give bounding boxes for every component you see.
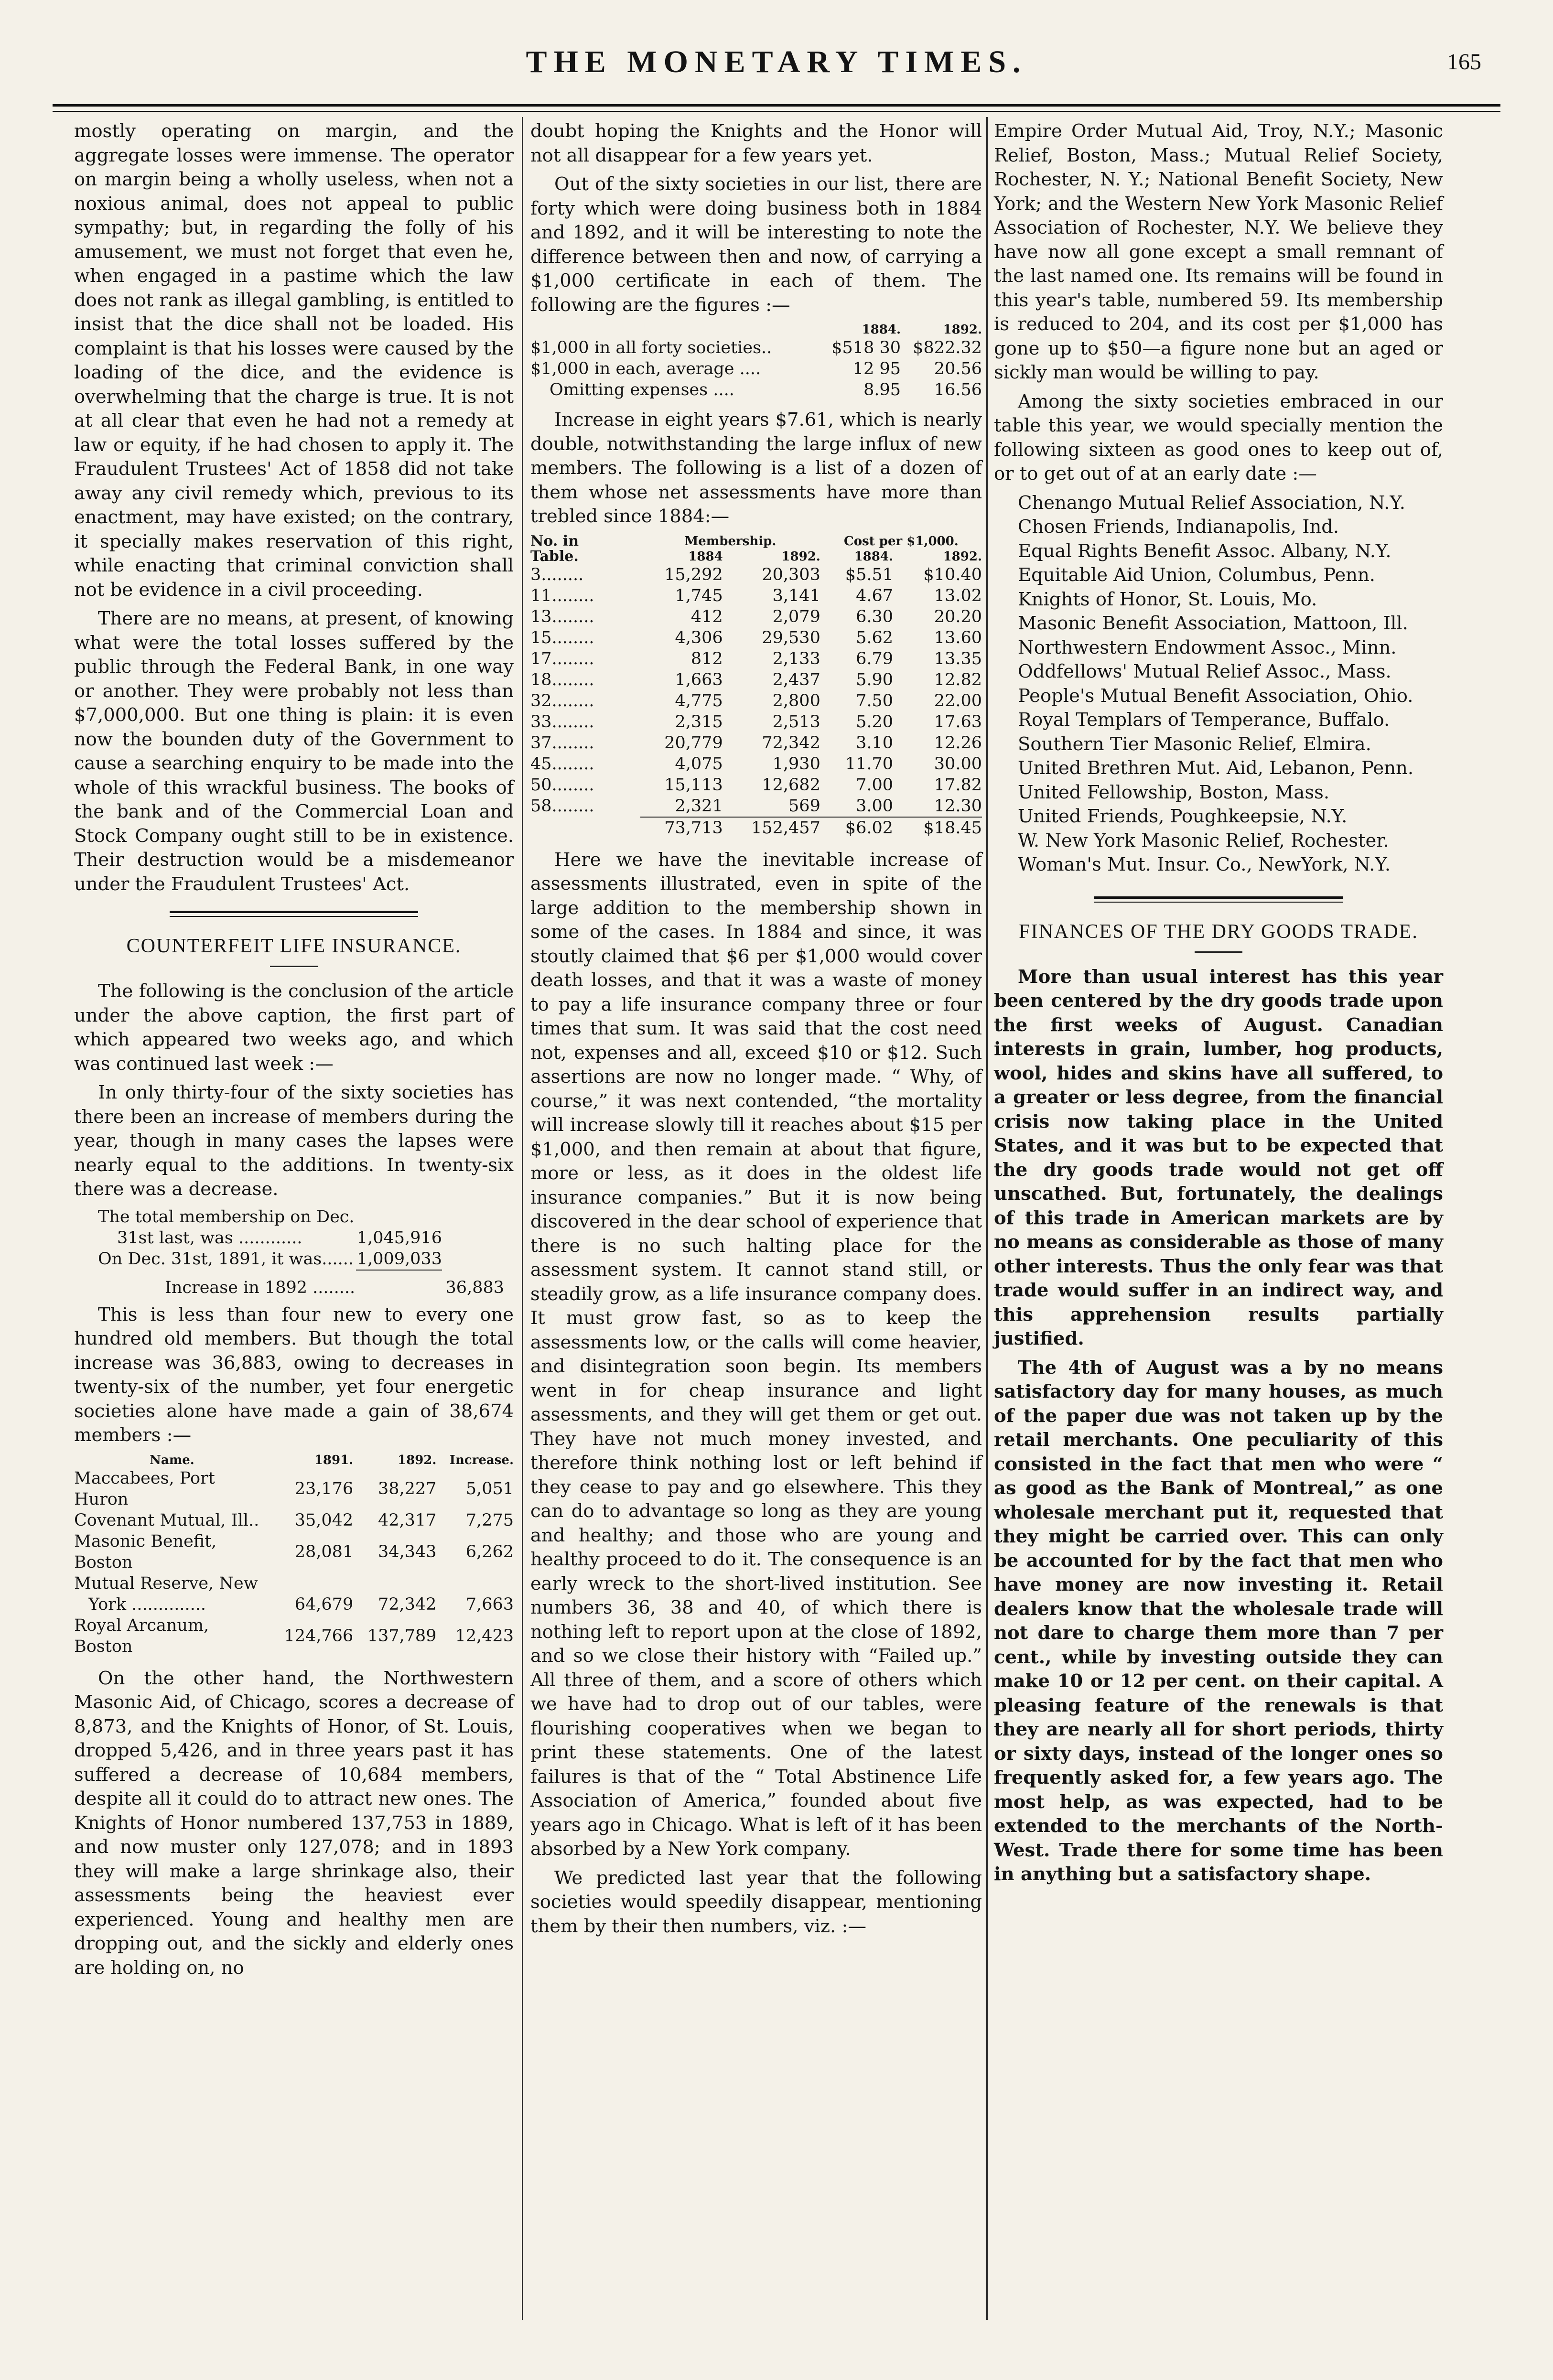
- table-cell: 64,679: [294, 1594, 354, 1614]
- table-row: [74, 1510, 514, 1531]
- list-item: Northwestern Endowment Assoc., Minn.: [1018, 636, 1397, 658]
- table-header-row: [530, 322, 982, 337]
- table-header: Name.: [150, 1453, 194, 1467]
- column-divider: [522, 117, 523, 2320]
- list-item: W. New York Masonic Relief, Rochester.: [1018, 829, 1389, 851]
- table-cell: 3.00: [856, 796, 893, 816]
- table-cell: $1,000 in all forty societies..: [530, 338, 772, 357]
- masthead-rule-thin: [53, 111, 1500, 112]
- table-cell: 20,303: [762, 565, 820, 584]
- table-cell: Royal Arcanum, Boston: [74, 1615, 209, 1656]
- table-row: [530, 627, 982, 648]
- membership-cost-table: [530, 534, 982, 839]
- paragraph: The 4th of August was a by no means satisfactory day for many houses, as much of the paper due was not taken up by the retail merchants. One peculiarity of this consisted in the fact that men who were “ as good as the Bank of Montreal,” as one wholesale merchant put it, requested that they might be carried over. This can only be accounted for by the fact that men who have money are now investing it. Retail dealers know that the wholesale trade will not dare to charge them more than 7 per cent., while by investing outside they can make 10 or 12 per cent. on their capital. A pleasing feature of the renewals is that they are nearly all for short periods, thirty or sixty days, instead of the longer ones so frequently asked for, a few years ago. The most help, as was expected, had to be extended to the merchants of the North-West. Trade there for some time has been in anything but a satisfactory shape.: [994, 1357, 1443, 1885]
- table-cell: 12.30: [934, 796, 982, 816]
- table-row: [530, 711, 982, 732]
- table-cell: 11........: [530, 586, 594, 605]
- table-cell: 8.95: [863, 380, 901, 399]
- table-cell: 45........: [530, 754, 594, 774]
- table-header: 1884.: [854, 549, 893, 564]
- table-cell: 12,682: [762, 775, 820, 795]
- table-cell: $6.02: [820, 817, 893, 839]
- table-cell: 13.02: [934, 586, 982, 605]
- table-header: No. in: [530, 532, 579, 549]
- table-header: Table.: [530, 548, 579, 565]
- membership-cost-rows: [530, 564, 982, 817]
- paragraph: doubt hoping the Knights and the Honor will not all disappear for a few years yet.: [530, 120, 982, 166]
- paragraph: Increase in eight years $7.61, which is nearly double, notwithstanding the large influx of new members. The following is a list of a dozen of them whose net assessments have more than trebled since 1884:—: [530, 409, 982, 527]
- table-cell: [353, 1573, 436, 1594]
- cost-comparison-table: [530, 322, 982, 400]
- paragraph: This is less than four new to every one hundred old members. But though the total increase was 36,883, owing to decreases in twenty-six of the number, yet four energetic societies alone have made a gain of 38,674 members :—: [74, 1303, 514, 1446]
- table-header-row: [530, 534, 982, 549]
- paragraph: Empire Order Mutual Aid, Troy, N.Y.; Masonic Relief, Boston, Mass.; Mutual Relief Society, Rochester, N. Y.; National Benefit Society, New York; and the Western New York Masonic Relief Association of Rochester, N.Y. We believe they have now all gone except a small remnant of the last named one. Its remains will be found in this year's table, numbered 59. Its membership is reduced to 204, and its cost per $1,000 has gone up to $50—a figure none but an aged or sickly man would be willing to pay.: [994, 120, 1443, 383]
- table-cell: $822.32: [913, 338, 982, 357]
- table-cell: 37........: [530, 733, 594, 753]
- table-header: 1891.: [314, 1453, 354, 1467]
- table-total-row: [530, 817, 982, 839]
- table-cell: 58........: [530, 797, 594, 816]
- list-item: United Fellowship, Boston, Mass.: [1018, 781, 1330, 803]
- table-row: [530, 775, 982, 796]
- table-row: [530, 337, 982, 358]
- table-cell: 7,663: [465, 1594, 514, 1614]
- table-cell: 4,306: [675, 628, 723, 647]
- list-item: Knights of Honor, St. Louis, Mo.: [1018, 588, 1317, 610]
- table-cell: 50........: [530, 775, 594, 795]
- table-cell: 20,779: [664, 733, 723, 753]
- table-cell: 2,315: [675, 712, 723, 732]
- increase-table: [136, 1277, 504, 1298]
- table-cell: 12 95: [852, 359, 901, 378]
- heading-rule: [270, 966, 318, 967]
- table-cell: 11.70: [845, 754, 893, 774]
- table-cell: 17........: [530, 649, 594, 668]
- paragraph: There are no means, at present, of knowing what were the total losses suffered by the public through the Federal Bank, in one way or another. They were probably not less than $7,000,000. But one thing is plain: it is even now the bounden duty of the Government to cause a searching enquiry to be made into the whole of this wrackful business. The books of the bank and of the Commercial Loan and Stock Company ought still to be in existence. Their destruction would be a misdemeanor under the Fraudulent Trustees' Act.: [74, 608, 514, 895]
- table-cell: Maccabees, Port Huron: [74, 1468, 215, 1509]
- table-cell: 13.60: [934, 628, 982, 647]
- table-cell: 35,042: [294, 1510, 354, 1530]
- table-cell: 4,775: [675, 691, 723, 711]
- table-cell: 33........: [530, 712, 594, 732]
- table-row: [74, 1573, 514, 1594]
- table-header: 1884: [688, 549, 723, 564]
- list-item: United Brethren Mut. Aid, Lebanon, Penn.: [1018, 757, 1414, 779]
- table-cell: Omitting expenses ....: [550, 380, 734, 399]
- table-row: [530, 754, 982, 775]
- table-cell: 32........: [530, 691, 594, 711]
- table-row: [74, 1615, 514, 1657]
- table-cell: 7.00: [856, 775, 893, 795]
- table-cell: 5,051: [465, 1479, 514, 1498]
- table-cell: 412: [690, 607, 723, 626]
- table-cell: 34,343: [377, 1542, 437, 1562]
- masthead-rule: [53, 104, 1500, 107]
- table-header-row: [530, 549, 982, 564]
- table-cell: 73,713: [640, 817, 723, 839]
- table-cell: 12,423: [455, 1626, 514, 1646]
- table-cell: 1,930: [772, 754, 820, 774]
- section-rule-thin: [1094, 902, 1343, 903]
- membership-gain-table: [74, 1453, 514, 1657]
- paragraph: In only thirty-four of the sixty societies has there been an increase of members during the year, though in many cases the lapses were nearly equal to the additions. In twenty-six there was a decrease.: [74, 1082, 514, 1200]
- label: 31st last, was ............: [117, 1228, 302, 1248]
- table-cell: 2,133: [772, 649, 820, 668]
- list-item: Oddfellows' Mutual Relief Assoc., Mass.: [1018, 661, 1391, 682]
- article-heading: FINANCES OF THE DRY GOODS TRADE.: [1019, 920, 1418, 943]
- table-cell: $518 30: [831, 338, 901, 357]
- table-header: Increase.: [449, 1453, 514, 1467]
- table-cell: 28,081: [294, 1542, 354, 1562]
- table-cell: 15,113: [664, 775, 723, 795]
- table-cell: 12.26: [934, 733, 982, 753]
- societies-list: [994, 491, 1443, 877]
- list-item: United Friends, Poughkeepsie, N.Y.: [1018, 806, 1348, 827]
- table-row: [530, 732, 982, 754]
- table-cell: 569: [788, 796, 820, 816]
- table-row: [530, 690, 982, 711]
- list-item: Southern Tier Masonic Relief, Elmira.: [1018, 733, 1371, 755]
- section-rule: [1094, 896, 1343, 899]
- table-cell: 1,663: [675, 670, 723, 689]
- table-cell: 4.67: [856, 586, 893, 605]
- table-cell: 15........: [530, 628, 594, 647]
- heading-rule: [1195, 951, 1242, 953]
- section-rule: [170, 911, 418, 913]
- paragraph: Among the sixty societies embraced in our table this year, we would specially mention the following sixteen as good ones to keep out of, or to get out of at an early date :—: [994, 390, 1443, 485]
- paragraph: On the other hand, the Northwestern Masonic Aid, of Chicago, scores a decrease of 8,873, and the Knights of Honor, of St. Louis, dropped 5,426, and in three years past it has suffered a decrease of 10,684 members, despite all it could do to attract new ones. The Knights of Honor numbered 137,753 in 1889, and now muster only 127,078; and in 1893 they will make a large shrinkage also, their assessments being the heaviest ever experienced. Young and healthy men are dropping out, and the sickly and elderly ones are holding on, no: [74, 1667, 514, 1979]
- table-cell: 2,513: [772, 712, 820, 732]
- table-cell: 18........: [530, 670, 594, 689]
- table-cell: 3,141: [772, 586, 820, 605]
- list-item: Equal Rights Benefit Assoc. Albany, N.Y.: [1018, 540, 1391, 562]
- article-heading: COUNTERFEIT LIFE INSURANCE.: [126, 935, 462, 957]
- table-cell: 17.63: [934, 712, 982, 732]
- table-cell: 5.20: [856, 712, 893, 732]
- table-cell: 72,342: [377, 1594, 437, 1614]
- table-cell: 2,079: [772, 607, 820, 626]
- column-3: [994, 119, 1443, 1892]
- total-membership-table: [98, 1228, 442, 1271]
- column-2: [530, 119, 982, 1943]
- list-item: Chosen Friends, Indianapolis, Ind.: [1018, 516, 1339, 538]
- table-cell: $1,000 in each, average ....: [530, 359, 761, 378]
- paragraph: mostly operating on margin, and the aggregate losses were immense. The operator on margin being a wholly useless, when not a noxious animal, does not appeal to public sympathy; but, in regarding the folly of his amusement, we must not forget that even he, when engaged in a pastime which the law does not rank as illegal gambling, is entitled to insist that the dice shall not be loaded. His complaint is that his losses were caused by the loading of the dice, and the evidence is overwhelming that the charge is true. It is not at all clear that even he had not a remedy at law or equity, if he had chosen to apply it. The Fraudulent Trustees' Act of 1858 did not take away any civil remedy which, previous to its enactment, may have existed; on the contrary, it specially makes reservation of this right, while enacting that criminal conviction shall not be evidence in a civil proceeding.: [74, 120, 514, 601]
- table-cell: 137,789: [367, 1626, 437, 1646]
- paragraph: More than usual interest has this year been centered by the dry goods trade upon the first weeks of August. Canadian interests in grain, lumber, hog products, wool, hides and skins have all suffered, to a greater or less degree, from the financial crisis now taking place in the United States, and it was but to be expected that the dry goods trade would not get off unscathed. But, fortunately, the dealings of this trade in American markets are by no means as considerable as those of many other interests. Thus the only fear was that trade would suffer in an indirect way, and this apprehension results partially justified.: [994, 966, 1443, 1349]
- table-cell: [530, 817, 640, 839]
- table-cell: 2,437: [772, 670, 820, 689]
- column-1: [74, 119, 514, 1985]
- list-item: Royal Templars of Temperance, Buffalo.: [1018, 709, 1390, 731]
- value: 1,045,916: [356, 1228, 442, 1248]
- table-cell: 3........: [530, 565, 584, 584]
- table-cell: York ..............: [88, 1594, 206, 1614]
- table-header: 1892.: [781, 549, 820, 564]
- table-cell: 4,075: [675, 754, 723, 774]
- table-row: [74, 1468, 514, 1510]
- table-row: [530, 564, 982, 585]
- table-cell: [270, 1573, 353, 1594]
- table-cell: 23,176: [294, 1479, 354, 1498]
- table-row: [530, 669, 982, 690]
- label: On Dec. 31st, 1891, it was......: [98, 1249, 354, 1269]
- table-cell: 38,227: [377, 1479, 437, 1498]
- table-cell: $5.51: [845, 565, 893, 584]
- table-cell: 124,766: [284, 1626, 354, 1646]
- table-header-row: [74, 1453, 514, 1468]
- paragraph: Here we have the inevitable increase of assessments illustrated, even in spite of the large addition to the membership shown in some of the cases. In 1884 and since, it was stoutly claimed that $6 per $1,000 would cover death losses, and that it was a waste of money to pay a life insurance company three or four times that sum. It was said that the cost need not, expenses and all, exceed $10 or $12. Such assertions are now no longer made. “ Why, of course,” it was next contended, “the mortality will increase slowly till it reaches about $15 per $1,000, and then remain at about that figure, more or less, as it does in the oldest life insurance companies.” But it is now being discovered in the dear school of experience that there is no such halting place for the assessment system. It cannot stand still, or steadily grow, as a life insurance company does. It must grow fast, so as to keep the assessments low, or the calls will come heavier, and disintegration soon begin. Its members went in for cheap insurance and light assessments, and they will get them or get out. They have not much money invested, and therefore think nothing lost or left behind if they cease to pay and go elsewhere. This they can do to advantage so long as they are young and healthy; and those who are young and healthy proceed to do it. The consequence is an early wreck to the short-lived institution. See numbers 36, 38 and 40, of which there is nothing left to report upon at the close of 1892, and so we close their history with “Failed up.” All three of them, and a score of others which we have had to drop out of our tables, were flourishing cooperatives when we began to print these statements. One of the latest failures is that of the “ Total Abstinence Life Association of America,” founded about five years ago in Chicago. What is left of it has been absorbed by a New York company.: [530, 849, 982, 1860]
- list-item: Masonic Benefit Association, Mattoon, Ill.: [1018, 613, 1408, 634]
- table-cell: 12.82: [934, 670, 982, 689]
- table-cell: 7.50: [856, 691, 893, 711]
- table-row: [530, 585, 982, 606]
- paragraph: We predicted last year that the following societies would speedily disappear, mentioning them by their then numbers, viz. :—: [530, 1867, 982, 1937]
- table-cell: 72,342: [762, 733, 820, 753]
- table-cell: 20.20: [934, 607, 982, 626]
- value: 36,883: [445, 1278, 504, 1297]
- table-header: 1892.: [398, 1453, 437, 1467]
- table-header: 1892.: [943, 549, 982, 564]
- list-item: Woman's Mut. Insur. Co., NewYork, N.Y.: [1018, 854, 1391, 875]
- table-cell: Masonic Benefit, Boston: [74, 1531, 217, 1572]
- table-row: [530, 796, 982, 817]
- table-cell: 3.10: [856, 733, 893, 753]
- table-row: [530, 648, 982, 669]
- table-cell: 2,800: [772, 691, 820, 711]
- table-cell: 6.79: [856, 649, 893, 668]
- table-cell: 5.62: [856, 628, 893, 647]
- table-header: 1892.: [943, 323, 982, 337]
- table-cell: 42,317: [377, 1510, 437, 1530]
- section-rule-thin: [170, 916, 418, 917]
- newspaper-title: THE MONETARY TIMES.: [526, 44, 1027, 79]
- table-row: [530, 606, 982, 627]
- table-cell: 30.00: [934, 754, 982, 774]
- label: Increase in 1892 ........: [165, 1278, 356, 1297]
- table-cell: [436, 1573, 514, 1594]
- table-cell: Covenant Mutual, Ill..: [74, 1510, 259, 1530]
- table-cell: 17.82: [934, 775, 982, 795]
- masthead: [57, 44, 1496, 87]
- table-cell: 20.56: [934, 359, 982, 378]
- table-cell: 22.00: [934, 691, 982, 711]
- total-membership-block: [74, 1206, 514, 1298]
- paragraph: Out of the sixty societies in our list, there are forty which were doing business both in 1884 and 1892, and it will be interesting to note the difference between then and now, of carrying a $1,000 certificate in each of them. The following are the figures :—: [530, 173, 982, 316]
- list-item: Equitable Aid Union, Columbus, Penn.: [1018, 564, 1375, 586]
- table-cell: $10.40: [923, 565, 982, 584]
- page-number: 165: [1447, 49, 1481, 75]
- table-cell: 13.35: [934, 649, 982, 668]
- table-cell: 7,275: [465, 1510, 514, 1530]
- table-cell: $18.45: [893, 817, 982, 839]
- table-row: [530, 379, 982, 400]
- table-cell: 2,321: [675, 796, 723, 816]
- table-cell: 1,745: [675, 586, 723, 605]
- table-cell: 6,262: [465, 1542, 514, 1562]
- table-cell: 152,457: [723, 817, 820, 839]
- table-cell: Mutual Reserve, New: [74, 1573, 258, 1593]
- table-header: Membership.: [684, 534, 776, 549]
- value: 1,009,033: [356, 1249, 442, 1270]
- table-cell: 16.56: [934, 380, 982, 399]
- total-membership-line: The total membership on Dec.: [98, 1207, 355, 1227]
- table-cell: 5.90: [856, 670, 893, 689]
- table-cell: 812: [690, 649, 723, 668]
- table-row: [74, 1531, 514, 1573]
- paragraph: The following is the conclusion of the article under the above caption, the first part of which appeared two weeks ago, and which was continued last week :—: [74, 980, 514, 1075]
- table-row: [74, 1594, 514, 1615]
- table-row: [530, 358, 982, 379]
- table-header: Cost per $1,000.: [844, 534, 959, 549]
- table-header: 1884.: [862, 323, 901, 337]
- column-divider: [986, 117, 988, 2320]
- table-cell: 29,530: [762, 628, 820, 647]
- table-cell: 13........: [530, 607, 594, 626]
- table-cell: 15,292: [664, 565, 723, 584]
- table-cell: 6.30: [856, 607, 893, 626]
- list-item: Chenango Mutual Relief Association, N.Y.: [1018, 492, 1406, 514]
- list-item: People's Mutual Benefit Association, Ohio.: [1018, 685, 1413, 707]
